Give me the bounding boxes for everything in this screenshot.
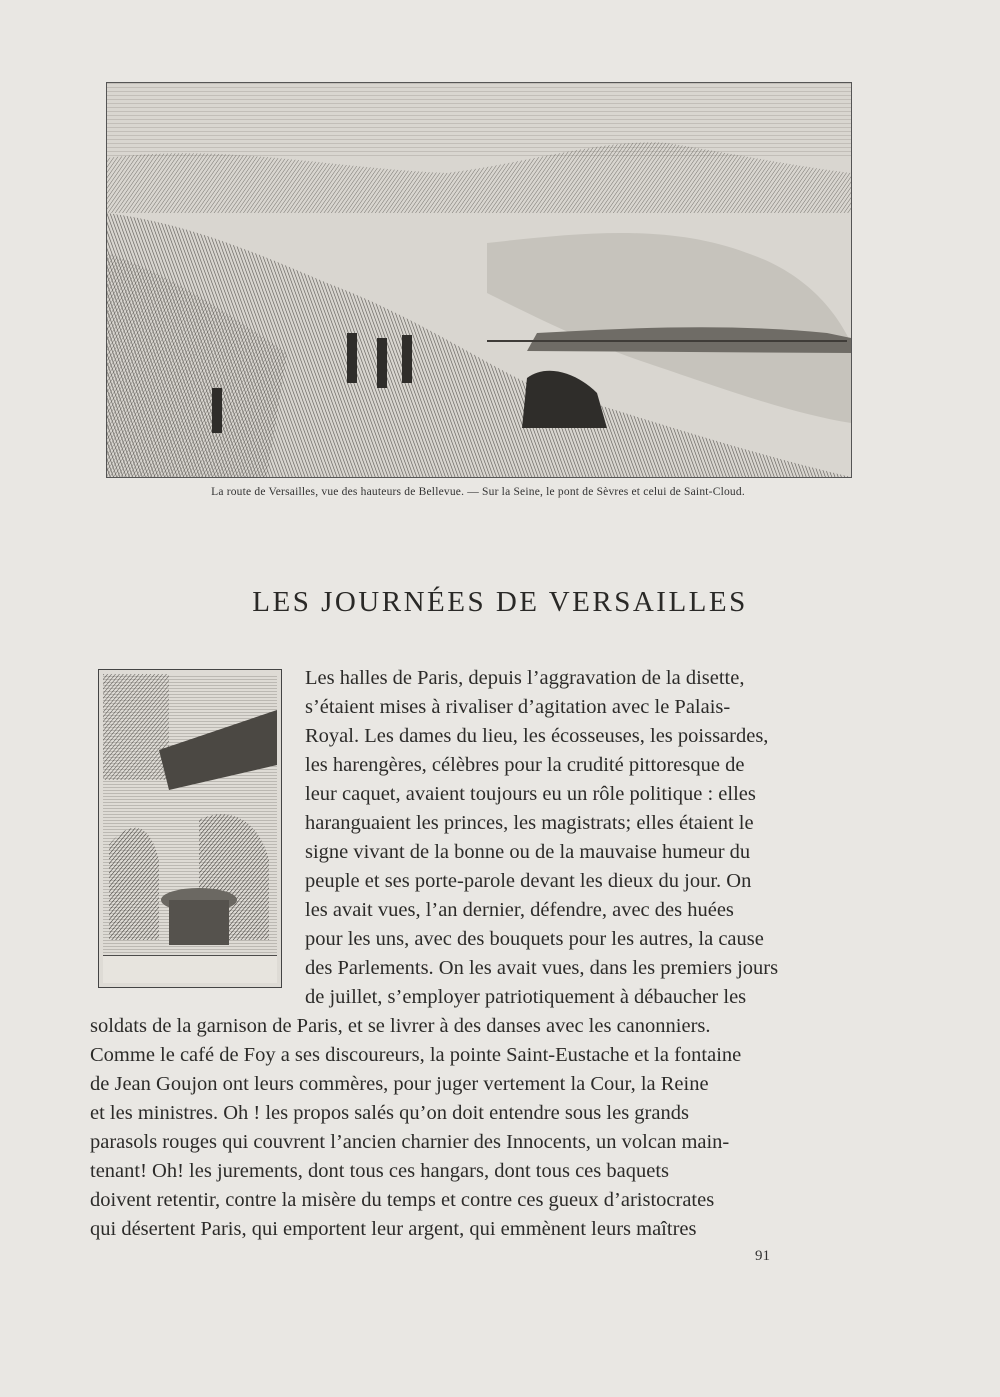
article-line-text: doivent retentir, contre la misère du temps et contre ces gueux d’aristocrates	[90, 1189, 715, 1211]
article-line-text: peuple et ses porte-parole devant les dieux du jour. On	[305, 870, 752, 892]
article-line	[90, 1041, 850, 1070]
article-line	[305, 664, 850, 693]
article-line-text: de juillet, s’employer patriotiquement à débaucher les	[305, 986, 747, 1008]
article-line-text: tenant! Oh! les jurements, dont tous ces hangars, dont tous ces baquets	[90, 1160, 669, 1182]
article-line	[305, 954, 850, 983]
article-line-text: et les ministres. Oh ! les propos salés qu’on doit entendre sous les grands	[90, 1102, 689, 1124]
article-line	[305, 838, 850, 867]
article-line	[90, 1186, 850, 1215]
article-line-text: les avait vues, l’an dernier, défendre, avec des huées	[305, 899, 734, 921]
article-line-text: les harengères, célèbres pour la crudité pittoresque de	[305, 754, 745, 776]
article-line-text: Royal. Les dames du lieu, les écosseuses, les poissardes,	[305, 725, 769, 747]
page-title: LES JOURNÉES DE VERSAILLES	[252, 586, 748, 618]
article-line	[305, 867, 850, 896]
article-line	[90, 1157, 850, 1186]
engraving-seine-landscape	[106, 82, 852, 478]
article-line	[305, 751, 850, 780]
article-line	[305, 693, 850, 722]
article-line-text: pour les uns, avec des bouquets pour les autres, la cause	[305, 928, 764, 950]
article-line	[305, 925, 850, 954]
article-line-text: de Jean Goujon ont leurs commères, pour juger vertement la Cour, la Reine	[90, 1073, 709, 1095]
article-line-text: soldats de la garnison de Paris, et se livrer à des danses avec les canonniers.	[90, 1015, 711, 1037]
article-line-text: qui désertent Paris, qui emportent leur argent, qui emmènent leurs maîtres	[90, 1218, 697, 1240]
article-line-text: leur caquet, avaient toujours eu un rôle politique : elles	[305, 783, 756, 805]
article-line-text: haranguaient les princes, les magistrats; elles étaient le	[305, 812, 754, 834]
article-body	[90, 664, 850, 1244]
figure-caption: La route de Versailles, vue des hauteurs de Bellevue. — Sur la Seine, le pont de Sèvres et celui de Saint-Cloud.	[211, 486, 745, 498]
article-line-text: Comme le café de Foy a ses discoureurs, la pointe Saint-Eustache et la fontaine	[90, 1044, 742, 1066]
article-line	[90, 1099, 850, 1128]
article-line	[305, 896, 850, 925]
article-line-text: Les halles de Paris, depuis l’aggravation de la disette,	[305, 667, 745, 689]
article-line-text: s’étaient mises à rivaliser d’agitation avec le Palais-	[305, 696, 731, 718]
article-line-text: des Parlements. On les avait vues, dans les premiers jours	[305, 957, 779, 979]
article-line	[90, 1012, 850, 1041]
article-line	[305, 809, 850, 838]
article-line-text: parasols rouges qui couvrent l’ancien charnier des Innocents, un volcan main-	[90, 1131, 730, 1153]
landscape-illustration	[107, 83, 851, 477]
article-line	[90, 1215, 850, 1244]
article-line	[90, 1128, 850, 1157]
article-line	[305, 780, 850, 809]
article-line	[305, 983, 850, 1012]
page-number: 91	[755, 1248, 770, 1264]
article-line	[90, 1070, 850, 1099]
article-line	[305, 722, 850, 751]
article-line-text: signe vivant de la bonne ou de la mauvaise humeur du	[305, 841, 751, 863]
